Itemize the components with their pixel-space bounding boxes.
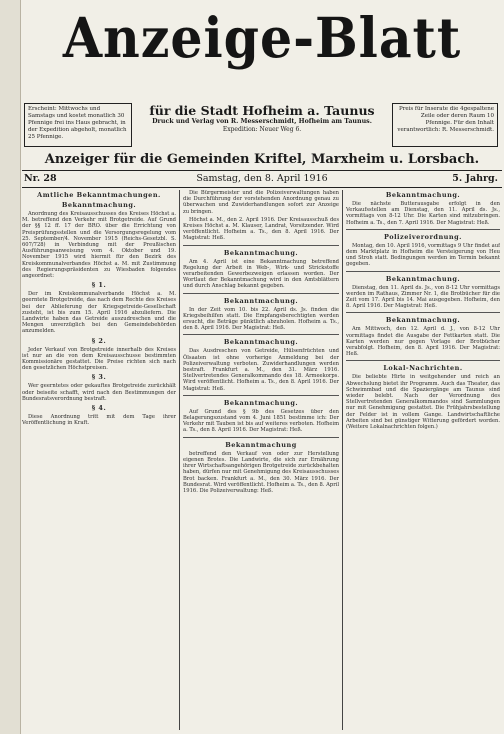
column-3 [346,190,500,730]
section-title: § 1. [91,281,107,290]
issue-date: Samstag, den 8. April 1916 [196,173,328,184]
section-title: Polizeiverordnung. [384,232,462,241]
section-text: Die Bürgermeister und die Polizeiverwaltungen haben die Durchführung der vorstehenden Anordnung genau zu überwachen und Zuwiderhandlungen sofort zur Anzeige zu bringen. [183,190,339,215]
subscription-box: Erscheint: Mittwochs und Samstags und kostet monatlich 30 Pfennige frei ins Haus gebracht, in der Expedition abgeholt, monatlich 25 Pfennige. [24,103,132,147]
expedition-line: Expedition: Neuer Weg 6. [222,126,302,133]
section-title: Bekanntmachung. [223,398,299,407]
page-content [22,0,502,734]
section-divider [346,271,500,272]
section-text: Anordnung des Kreisausschusses des Kreises Höchst a. M. betreffend den Verkehr mit Brotgetreide. Auf Grund der §§ 12 ff. 17 der BRO. über die Errichtung von Preisprüfungsstellen und die Versorgungsregelung vom 25. September/4. November 1915 (Reichs-Gesetzbl. S. 607/728) in Verbindung mit der Preußischen Ausführungsanweisung vom 4. Oktober und 19. November 1915 wird hiermit für den Bezirk des Kreiskommunalverbandes Höchst a. M. mit Zustimmung des Regierungspräsidenten zu Wiesbaden folgendes angeordnet: [22,211,176,280]
masthead-center [136,103,388,134]
volume-year: 5. Jahrg. [452,173,498,184]
section-title: Bekanntmachung. [385,191,461,199]
section-text: Montag, den 10. April 1916, vormittags 9 Uhr findet auf dem Marktplatz in Hofheim die Versteigerung von Heu und Stroh statt. Bedingungen werden im Termin bekannt gegeben. [346,242,500,268]
issue-number: Nr. 28 [24,173,57,184]
section-divider [183,293,339,294]
section-title: Lokal-Nachrichten. [383,364,463,373]
section-text: Am 4. April ist eine Bekanntmachung betreffend Regelung der Arbeit in Web-, Wirk- und Strickstoffe verarbeitenden Gewerbezweigen erlassen worden. Der Wortlaut der Bekanntmachung wird in den Amtsblättern und durch Anschlag bekannt gegeben. [183,258,339,290]
section-title: § 3. [91,373,107,382]
section-text: Auf Grund des § 9b des Gesetzes über den Belagerungszustand vom 4. Juni 1851 bestimme ich: Der Verkehr mit Tauben ist bis auf weiteres verboten. Hofheim a. Ts., den 8. April 1916. Der Magistrat: Heß. [183,408,339,434]
section-text: Höchst a. M., den 2. April 1916. Der Kreisausschuß des Kreises Höchst a. M. Klauser, Landrat, Vorsitzender. Wird veröffentlicht. Hofheim a. Ts., den 8. April 1916. Der Magistrat: Heß. [183,216,339,242]
masthead [22,6,502,70]
section-divider [183,395,339,396]
section-text: Das Ausdreschen von Getreide, Hülsenfrüchten und Ölsaaten ist ohne vorherige Anmeldung bei der Polizeiverwaltung verboten. Zuwiderhandlungen werden bestraft. Frankfurt a. M., den 31. März 1916. Stellvertretendes Generalkommando des 18. Armeekorps. Wird veröffentlicht. Hofheim a. Ts., den 8. April 1916. Der Magistrat: Heß. [183,348,339,392]
section-text: Wer geerntetes oder gekauftes Brotgetreide zurückhält oder beiseite schafft, wird nach den Bestimmungen der Bundesratsverordnung bestraft. [22,383,176,402]
section-text: Der im Kreiskommunalverbande Höchst a. M. geerntete Brotgetreide, das nach dem Rechte des Kreises bei der Ablieferung der Kriegsgetreide-Gesellschaft zusteht, ist bis zum 15. April 1916 abzuliefern. Die Landwirte haben das Getreide auszudreschen und die Mengen unverzüglich bei den Gemeindebehörden anzumelden. [22,291,176,335]
section-title: Bekanntmachung. [385,274,461,283]
dateline-bottom-rule [22,187,502,188]
newspaper-title: Anzeige-Blatt [62,5,462,70]
column-divider [179,190,180,730]
section-title: § 4. [91,404,107,413]
section-title: § 2. [91,336,107,345]
column-1 [22,190,176,730]
section-divider [183,334,339,335]
section-divider [346,312,500,313]
section-divider [183,245,339,246]
section-title: Bekanntmachung. [223,296,299,305]
section-text: Am Mittwoch, den 12. April d. J., von 8-12 Uhr vormittags findet die Ausgabe der Fettkarten statt. Die Karten werden nur gegen Vorlage der Brotbücher verabfolgt. Hofheim, den 8. April 1916. Der Magistrat: Heß. [346,326,500,358]
column-2 [183,190,339,730]
section-title: Bekanntmachung [225,440,297,449]
section-text: In der Zeit vom 10. bis 22. April ds. Js. finden die Kriegsbeihilfen statt. Die Empfangsberechtigten werden ersucht, die Beträge pünktlich abzuholen. Hofheim a. Ts., den 8. April 1916. Der Magistrat: Heß. [183,306,339,332]
section-title: Bekanntmachung. [223,248,299,257]
section-text: betreffend den Verkauf von oder zur Herstellung eigenen Brotes. Die Landwirte, die sich zur Ernährung ihrer Wirtschaftsangehörigen Brotgetreide zurückbehalten haben, dürfen nur mit Genehmigung des Kreisausschusses Brot backen. Frankfurt a. M., den 30. März 1916. Der Bundesrat. Wird veröffentlicht. Hofheim a. Ts., den 8. April 1916. Die Polizeiverwaltung: Heß. [183,450,339,494]
dateline-top-rule [22,170,502,171]
masthead-subtitle: Anzeiger für die Gemeinden Kriftel, Marxheim u. Lorsbach. [44,152,480,167]
section-text: Die beliebte Hirte in weitgehender und reich an Abwechslung bietet ihr Programm. Auch das Theater, das Schwimmbad und die Spaziergänge am Taunus sind wieder belebt. Nach der Verordnung des Stellvertretenden Generalkommandos sind Sammlungen nur mit Genehmigung gestattet. Die Frühjahrsbestellung der Felder ist in vollem Gange. Landwirtschaftliche Arbeiten sind bei günstiger Witterung gefördert worden. (Weitere Lokalnachrichten folgen.) [346,374,500,431]
city-line: für die Stadt Hofheim a. Taunus [149,103,375,118]
section-text: Die nächste Butterausgabe erfolgt in den Verkaufsstellen am Dienstag, den 11. April ds. Js., vormittags von 8-12 Uhr. Die Karten sind mitzubringen. Hofheim a. Ts., den 7. April 1916. Der Magistrat: Heß. [346,201,500,226]
pricing-box: Preis für Inserate die 4gespaltene Zeile oder deren Raum 10 Pfennige. Für den Inhalt verantwortlich: R. Messerschmidt. [392,103,498,147]
section-divider [346,360,500,361]
section-text: Jeder Verkauf von Brotgetreide innerhalb des Kreises ist nur an die von dem Kreisausschusse bestimmten Kommissionäre gestattet. Die Preise richten sich nach den gesetzlichen Höchstpreisen. [22,346,176,372]
column-divider [342,190,343,730]
publisher-line: Druck und Verlag von R. Messerschmidt, Hofheim am Taunus. [152,118,372,125]
section-text: Dienstag, den 11. April ds. Js., von 8-12 Uhr vormittags werden im Rathaus, Zimmer Nr. 1, die Brotbücher für die Zeit vom 17. April bis 14. Mai ausgegeben. Hofheim, den 8. April 1916. Der Magistrat: Heß. [346,284,500,310]
dateline [22,172,502,186]
section-title: Bekanntmachung. [223,338,299,347]
section-title: Bekanntmachung. [385,316,461,325]
section-divider [346,229,500,230]
section-divider [183,437,339,438]
section-heading: Amtliche Bekanntmachungen. [37,191,161,199]
left-binding-margin [0,0,21,734]
section-text: Diese Anordnung tritt mit dem Tage ihrer Veröffentlichung in Kraft. [22,414,176,427]
section-title: Bekanntmachung. [61,201,137,209]
